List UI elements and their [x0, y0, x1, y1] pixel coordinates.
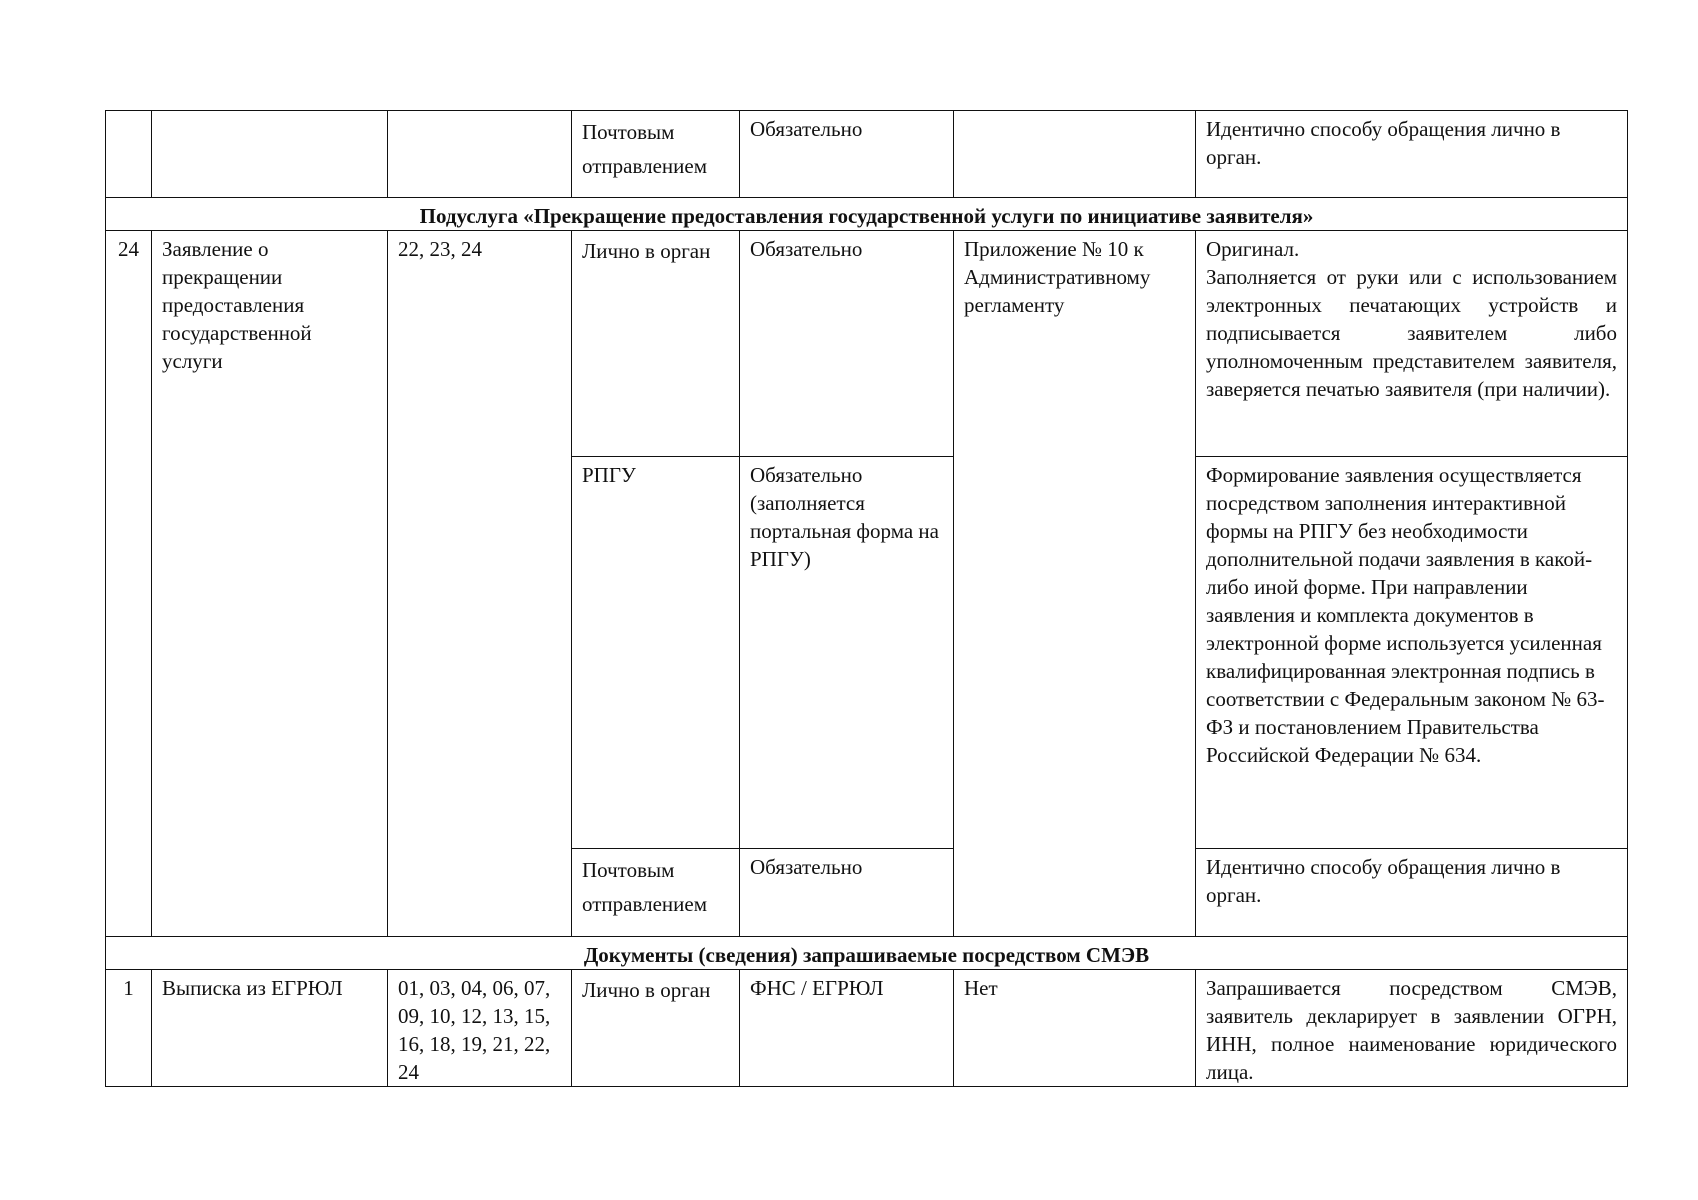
section-heading: Подуслуга «Прекращение предоставления государственной услуги по инициативе заявителя» [106, 198, 1628, 231]
row-number: 24 [106, 231, 152, 937]
cell-note: Запрашивается посредством СМЭВ, заявитель декларирует в заявлении ОГРН, ИНН, полное наименование юридического лица. [1196, 970, 1628, 1087]
cell-method: Лично в орган [572, 970, 740, 1087]
cell-requirement: Обязательно [740, 849, 954, 937]
cell-requirement: Обязательно [740, 111, 954, 198]
table-row [106, 231, 1628, 457]
section-row [106, 198, 1628, 231]
document-table [105, 110, 1628, 1087]
cell-method: Почтовым отправлением [572, 849, 740, 937]
cell-note: Формирование заявления осуществляется посредством заполнения интерактивной формы на РПГУ без необходимости дополнительной подачи заявления в какой-либо иной форме. При направлении заявления и комплекта документов в электронной форме используется усиленная квалифицированная электронная подпись в соответствии с Федеральным законом № 63-ФЗ и постановлением Правительства Российской Федерации № 634. [1196, 457, 1628, 849]
cell-note: Идентично способу обращения лично в орган. [1196, 111, 1628, 198]
table-row [106, 111, 1628, 198]
cell-method: РПГУ [572, 457, 740, 849]
codes-cell: 01, 03, 04, 06, 07, 09, 10, 12, 13, 15, 16, 18, 19, 21, 22, 24 [388, 970, 572, 1087]
table-row [106, 970, 1628, 1087]
cell-method: Почтовым отправлением [572, 111, 740, 198]
cell-note [1196, 231, 1628, 457]
note-text: Заполняется от руки или с использованием электронных печатающих устройств и подписывается заявителем либо уполномоченным представителем заявителя, заверяется печатью заявителя (при наличии). [1206, 265, 1617, 401]
section-heading: Документы (сведения) запрашиваемые посредством СМЭВ [106, 937, 1628, 970]
document-name: Выписка из ЕГРЮЛ [152, 970, 388, 1087]
cell-note: Идентично способу обращения лично в орган. [1196, 849, 1628, 937]
cell-requirement: Обязательно [740, 231, 954, 457]
row-number: 1 [106, 970, 152, 1087]
cell-empty [388, 111, 572, 198]
form-cell: Нет [954, 970, 1196, 1087]
cell-empty [954, 111, 1196, 198]
source-cell: ФНС / ЕГРЮЛ [740, 970, 954, 1087]
section-row [106, 937, 1628, 970]
note-title: Оригинал. [1206, 237, 1300, 261]
cell-method: Лично в орган [572, 231, 740, 457]
document-name: Заявление о прекращении предоставления государственной услуги [152, 231, 388, 937]
cell-requirement: Обязательно (заполняется портальная форма на РПГУ) [740, 457, 954, 849]
cell-empty [106, 111, 152, 198]
codes-cell: 22, 23, 24 [388, 231, 572, 937]
form-cell: Приложение № 10 к Административному регламенту [954, 231, 1196, 937]
cell-empty [152, 111, 388, 198]
